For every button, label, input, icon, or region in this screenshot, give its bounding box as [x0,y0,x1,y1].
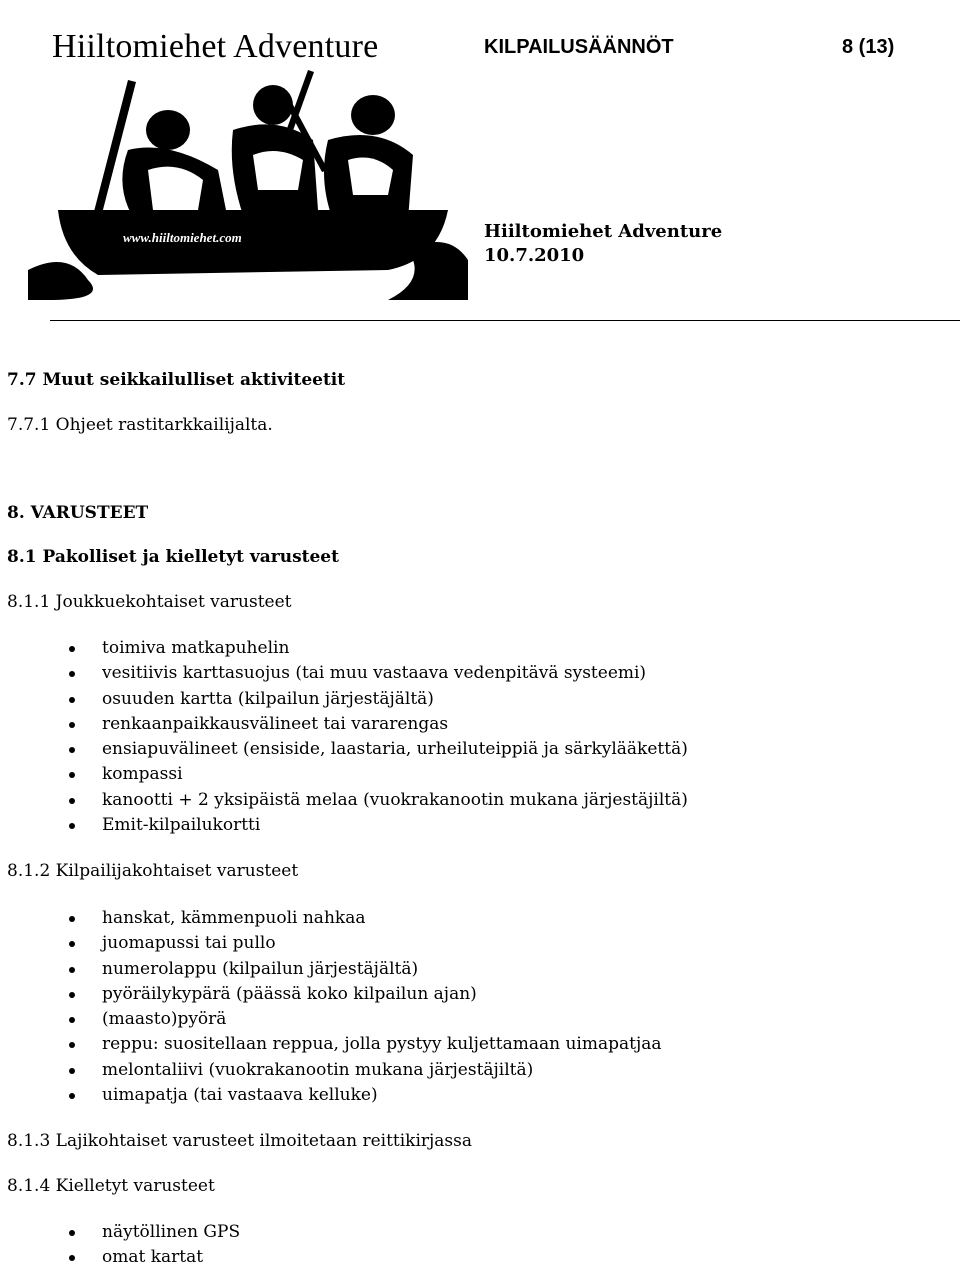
document-title: KILPAILUSÄÄNNÖT [484,36,674,58]
list-item: pyöräilykypärä (päässä koko kilpailun ajan) [0,982,662,1007]
team-equipment-list [0,636,688,838]
list-item: ensiapuvälineet (ensiside, laastaria, urheiluteippiä ja särkylääkettä) [0,737,688,762]
heading-8-1-2: 8.1.2 Kilpailijakohtaiset varusteet [7,861,299,881]
heading-7-7-1: 7.7.1 Ohjeet rastitarkkailijalta. [7,415,273,435]
competitor-equipment-list [0,906,662,1108]
heading-8-1-4: 8.1.4 Kielletyt varusteet [7,1176,215,1196]
list-item: Emit-kilpailukortti [0,813,688,838]
event-date: 10.7.2010 [484,245,585,266]
list-item: (maasto)pyörä [0,1007,662,1032]
list-item: renkaanpaikkausvälineet tai vararengas [0,712,688,737]
list-item: kompassi [0,762,688,787]
list-item: omat kartat [0,1245,240,1270]
heading-8-1-1: 8.1.1 Joukkuekohtaiset varusteet [7,592,292,612]
event-name: Hiiltomiehet Adventure [484,221,723,242]
forbidden-equipment-list [0,1220,240,1271]
heading-8-1-3: 8.1.3 Lajikohtaiset varusteet ilmoitetaan reittikirjassa [7,1131,473,1151]
list-item: kanootti + 2 yksipäistä melaa (vuokrakanootin mukana järjestäjiltä) [0,788,688,813]
list-item: vesitiivis karttasuojus (tai muu vastaava vedenpitävä systeemi) [0,661,688,686]
brand-title: Hiiltomiehet Adventure [52,28,379,65]
heading-8: 8. VARUSTEET [7,503,149,523]
photo-caption: www.hiiltomiehet.com [123,230,242,245]
list-item: osuuden kartta (kilpailun järjestäjältä) [0,687,688,712]
list-item: uimapatja (tai vastaava kelluke) [0,1083,662,1108]
list-item: toimiva matkapuhelin [0,636,688,661]
list-item: hanskat, kämmenpuoli nahkaa [0,906,662,931]
page-number: 8 (13) [842,36,895,58]
list-item: reppu: suositellaan reppua, jolla pystyy kuljettamaan uimapatjaa [0,1032,662,1057]
header-divider [50,320,960,321]
list-item: numerolappu (kilpailun järjestäjältä) [0,957,662,982]
list-item: näytöllinen GPS [0,1220,240,1245]
heading-8-1: 8.1 Pakolliset ja kielletyt varusteet [7,547,339,567]
heading-7-7: 7.7 Muut seikkailulliset aktiviteetit [7,370,346,390]
list-item: melontaliivi (vuokrakanootin mukana järjestäjiltä) [0,1058,662,1083]
canoe-team-photo [28,60,468,300]
list-item: juomapussi tai pullo [0,931,662,956]
